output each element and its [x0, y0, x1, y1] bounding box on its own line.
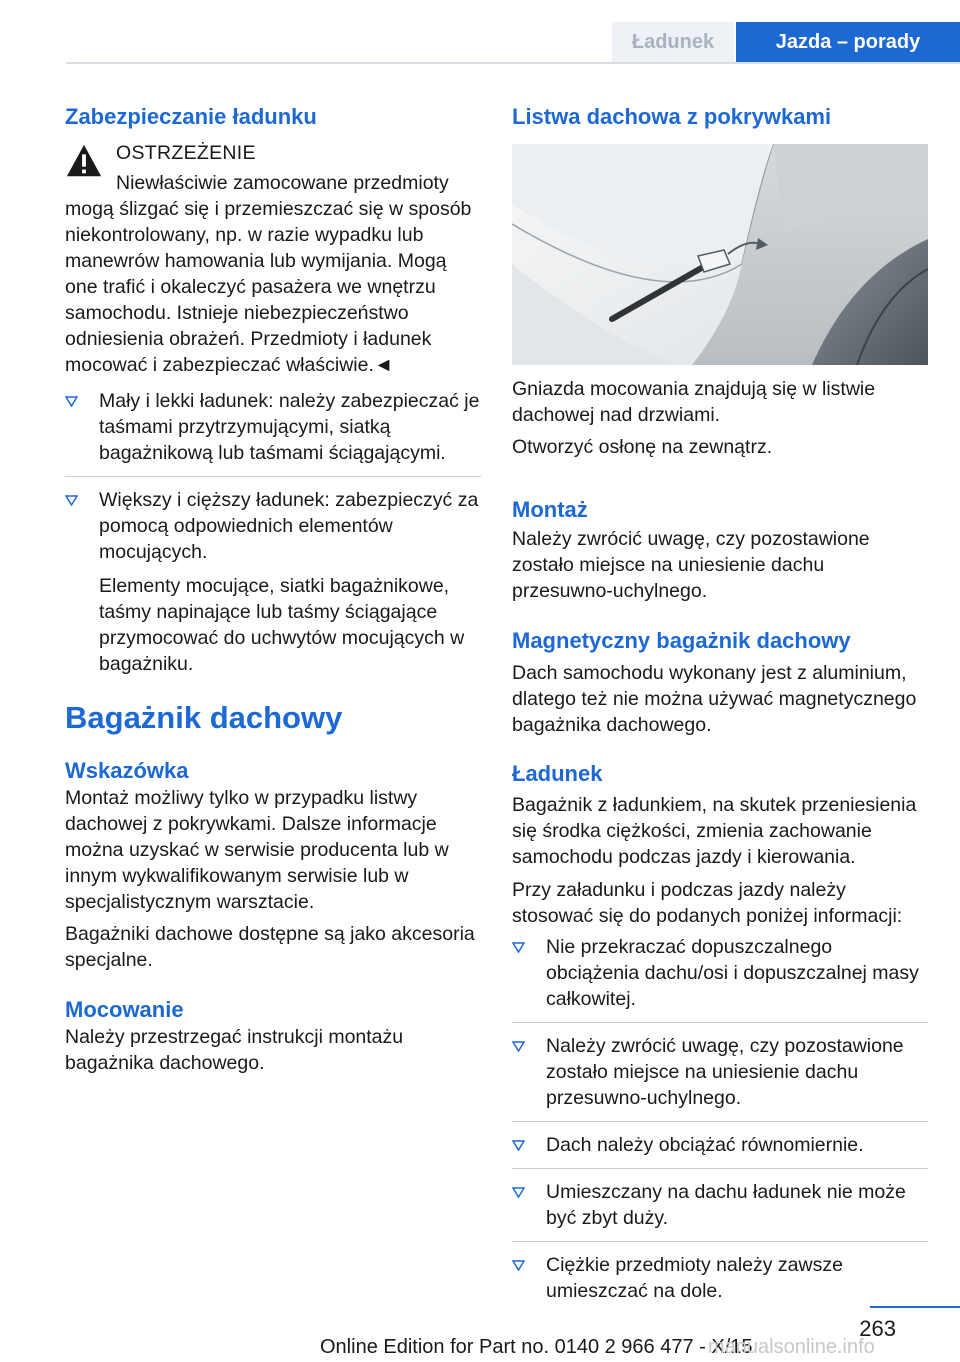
section-title-mounting: Mocowanie — [65, 997, 184, 1022]
roof-rail-illustration — [512, 144, 928, 365]
load-paragraph-1: Bagażnik z ładunkiem, na skutek przeniesienia się środka ciężkości, zmienia zachowanie samochodu podczas jazdy i kierowania. — [512, 794, 917, 868]
triangle-bullet-icon — [65, 388, 85, 414]
load-paragraph-2: Przy załadunku i podczas jazdy należy stosować się do podanych poniżej informacji: — [512, 879, 903, 927]
triangle-bullet-icon — [512, 1179, 532, 1205]
bullet-divider — [512, 1241, 928, 1242]
warning-text: Niewłaściwie zamocowane przedmioty mogą ślizgać się i przemieszczać się w sposób niekontrolowany, np. w razie wypadku lub manewrów hamowania lub wymijania. Mogą one trafić i okaleczyć pasażera we wnętrzu samochodu. Istnieje niebezpieczeństwo odniesienia obrażeń. Przedmioty i ładunek mocować i zabezpieczać właściwie.◄ — [65, 172, 472, 376]
list-item — [512, 1179, 928, 1231]
bullet-text: Nie przekraczać dopuszczalnego obciążenia dachu/osi i dopuszczalnej masy całkowitej. — [546, 936, 919, 1010]
section-title-installation: Montaż — [512, 497, 588, 522]
list-item — [65, 388, 481, 466]
load-bullets — [512, 934, 928, 1304]
magnetic-rack-text: Dach samochodu wykonany jest z aluminium, dlatego też nie można używać magnetycznego bagażnika dachowego. — [512, 662, 917, 736]
hint-paragraph-2: Bagażniki dachowe dostępne są jako akcesoria specjalne. — [65, 923, 475, 971]
bullet-divider — [512, 1121, 928, 1122]
warning-title: OSTRZEŻENIE — [116, 142, 256, 164]
bullet-text: Większy i cięższy ładunek: zabezpieczyć za pomocą odpowiednich elementów mocujących. — [99, 489, 479, 563]
triangle-bullet-icon — [512, 934, 532, 960]
roof-rail-paragraph-2: Otworzyć osłonę na zewnątrz. — [512, 436, 773, 458]
roof-rail-paragraph-1: Gniazda mocowania znajdują się w listwie dachowej nad drzwiami. — [512, 378, 876, 426]
list-item — [65, 487, 481, 677]
header-tab-chapter: Jazda – porady — [736, 22, 960, 62]
header-tab-section: Ładunek — [612, 22, 734, 62]
mounting-text: Należy przestrzegać instrukcji montażu bagażnika dachowego. — [65, 1026, 404, 1074]
bullet-divider — [512, 1022, 928, 1023]
bullet-text: Umieszczany na dachu ładunek nie może być zbyt duży. — [546, 1181, 906, 1229]
header-rule — [66, 62, 960, 64]
section-title-roof-rail: Listwa dachowa z pokrywkami — [512, 104, 832, 129]
section-title-securing-load: Zabezpieczanie ładunku — [65, 104, 317, 129]
triangle-bullet-icon — [512, 1033, 532, 1059]
section-title-hint: Wskazówka — [65, 758, 189, 783]
bullet-text: Mały i lekki ładunek: należy zabezpieczać je taśmami przytrzymującymi, siatką bagażnikową lub taśmami ściągającymi. — [99, 390, 480, 464]
roof-rail-photo — [512, 144, 928, 365]
list-item — [512, 934, 928, 1012]
hint-paragraph-1: Montaż możliwy tylko w przypadku listwy dachowej z pokrywkami. Dalsze informacje można uzyskać w serwisie producenta lub w innym wykwalifikowanym serwisie lub w specjalistycznym warsztacie. — [65, 787, 449, 913]
section-title-load: Ładunek — [512, 761, 603, 786]
list-item — [512, 1252, 928, 1304]
footer-edition: Online Edition for Part no. 0140 2 966 477 - X/15 — [320, 1336, 753, 1358]
bullet-divider — [65, 476, 481, 477]
bullet-divider — [512, 1168, 928, 1169]
triangle-bullet-icon — [65, 487, 85, 513]
triangle-bullet-icon — [512, 1252, 532, 1278]
securing-bullets — [65, 388, 481, 677]
bullet-continuation: Elementy mocujące, siatki bagażnikowe, taśmy napinające lub taśmy ściągające przymocować do uchwytów mocujących w bagażniku. — [99, 575, 465, 675]
chapter-title-roof-rack: Bagażnik dachowy — [65, 700, 343, 735]
bullet-text: Dach należy obciążać równomiernie. — [546, 1134, 864, 1156]
page-number: 263 — [859, 1316, 896, 1341]
bullet-text: Należy zwrócić uwagę, czy pozostawione zostało miejsce na uniesienie dachu przesuwno-uchylnego. — [546, 1035, 904, 1109]
watermark: manualsonline.info — [708, 1336, 875, 1358]
triangle-bullet-icon — [512, 1132, 532, 1158]
installation-text: Należy zwrócić uwagę, czy pozostawione zostało miejsce na uniesienie dachu przesuwno-uchylnego. — [512, 528, 870, 602]
list-item — [512, 1033, 928, 1111]
footer-rule — [870, 1306, 960, 1308]
section-title-magnetic-rack: Magnetyczny bagażnik dachowy — [512, 628, 851, 653]
list-item — [512, 1132, 928, 1158]
bullet-text: Ciężkie przedmioty należy zawsze umieszczać na dole. — [546, 1254, 843, 1302]
